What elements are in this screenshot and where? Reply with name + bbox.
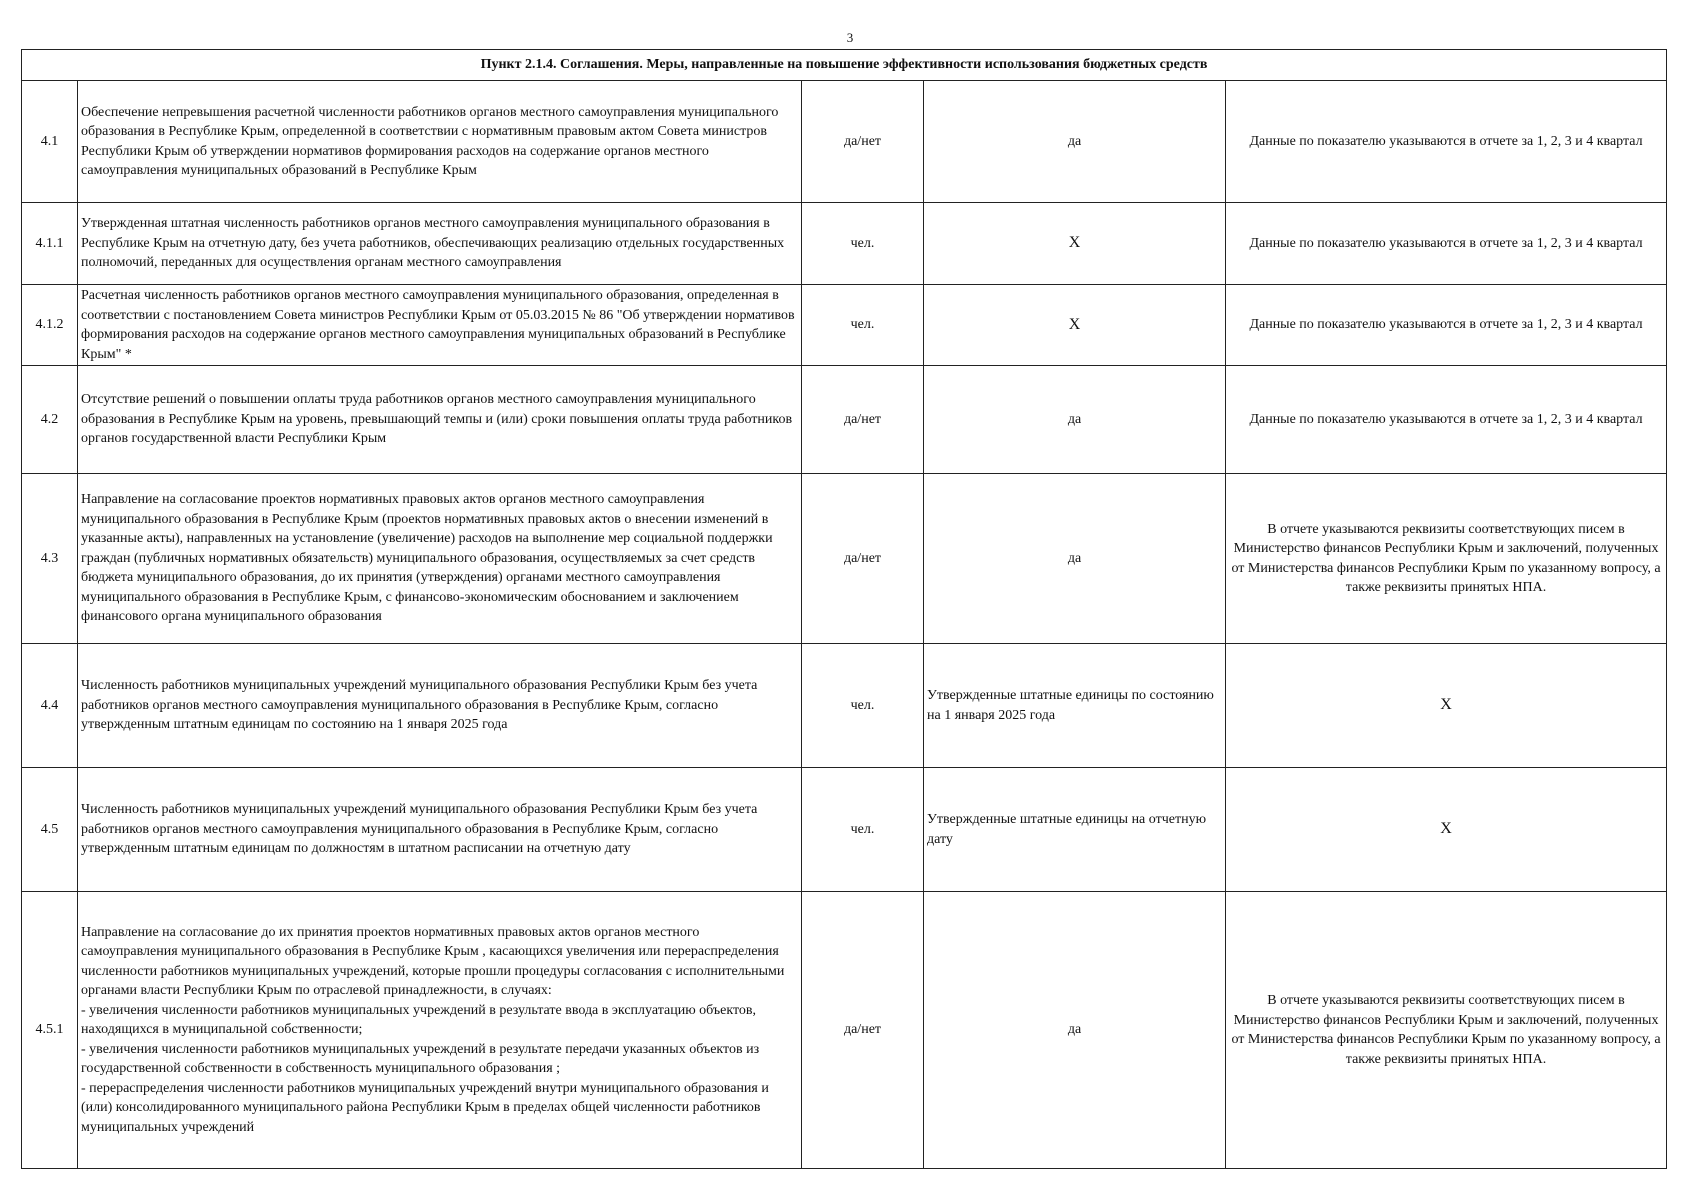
table-row xyxy=(22,892,1667,1169)
row-number: 4.3 xyxy=(22,474,78,644)
table-row xyxy=(22,768,1667,892)
row-note: В отчете указываются реквизиты соответствующих писем в Министерство финансов Республики Крым и заключений, полученных от Министерства финансов Республики Крым по указанному вопросу, а также реквизиты принятых НПА. xyxy=(1226,892,1667,1169)
table-row xyxy=(22,644,1667,768)
section-title: Пункт 2.1.4. Соглашения. Меры, направленные на повышение эффективности использования бюджетных средств xyxy=(22,50,1667,81)
table-row xyxy=(22,203,1667,285)
row-note: Данные по показателю указываются в отчете за 1, 2, 3 и 4 квартал xyxy=(1226,366,1667,474)
row-value: Утвержденные штатные единицы по состоянию на 1 января 2025 года xyxy=(924,644,1226,768)
row-unit: да/нет xyxy=(802,474,924,644)
section-header-row xyxy=(22,50,1667,81)
row-number: 4.2 xyxy=(22,366,78,474)
row-value: да xyxy=(924,366,1226,474)
row-number: 4.1 xyxy=(22,81,78,203)
table-row xyxy=(22,81,1667,203)
row-value: да xyxy=(924,474,1226,644)
row-number: 4.4 xyxy=(22,644,78,768)
row-value-x: Х xyxy=(1068,234,1081,252)
row-description: Направление на согласование проектов нормативных правовых актов органов местного самоуправления муниципального образования в Республике Крым (проектов нормативных правовых актов о внесении изменений в указанные акты), направленных на установление (увеличение) расходов на выполнение мер социальной поддержки граждан (публичных нормативных обязательств) муниципального образования, осуществляемых за счет средств бюджета муниципального образования, до их принятия (утверждения) органами местного самоуправления муниципального образования в Республике Крым, с финансово-экономическим обоснованием и заключением финансового органа муниципального образования xyxy=(78,474,802,644)
row-description: Численность работников муниципальных учреждений муниципального образования Республики Крым без учета работников органов местного самоуправления муниципального образования в Республике Крым, согласно утвержденным штатным единицам по должностям в штатном расписании на отчетную дату xyxy=(78,768,802,892)
table-row xyxy=(22,474,1667,644)
row-note: В отчете указываются реквизиты соответствующих писем в Министерство финансов Республики Крым и заключений, полученных от Министерства финансов Республики Крым по указанному вопросу, а также реквизиты принятых НПА. xyxy=(1226,474,1667,644)
row-unit: да/нет xyxy=(802,81,924,203)
row-value xyxy=(924,203,1226,285)
row-note: Данные по показателю указываются в отчете за 1, 2, 3 и 4 квартал xyxy=(1226,203,1667,285)
row-number: 4.5.1 xyxy=(22,892,78,1169)
row-number: 4.1.1 xyxy=(22,203,78,285)
table-row xyxy=(22,285,1667,366)
row-value xyxy=(924,285,1226,366)
row-number: 4.5 xyxy=(22,768,78,892)
row-number: 4.1.2 xyxy=(22,285,78,366)
row-unit: чел. xyxy=(802,285,924,366)
page-number: 3 xyxy=(846,30,854,45)
row-value: Утвержденные штатные единицы на отчетную дату xyxy=(924,768,1226,892)
row-note-x: Х xyxy=(1440,696,1452,714)
row-description: Направление на согласование до их принятия проектов нормативных правовых актов органов местного самоуправления муниципального образования в Республике Крым , касающихся увеличения или перераспределения численности работников муниципальных учреждений, которые прошли процедуры согласования с исполнительными органами власти Республики Крым по отраслевой принадлежности, в случаях: - увеличения численности работников муниципальных учреждений в результате ввода в эксплуатацию объектов, находящихся в муниципальной собственности; - увеличения численности работников муниципальных учреждений в результате передачи указанных объектов из государственной собственности в собственность муниципального образования ; - перераспределения численности работников муниципальных учреждений внутри муниципального образования и (или) консолидированного муниципального района Республики Крым в пределах общей численности работников муниципальных учреждений xyxy=(78,892,802,1169)
row-description: Утвержденная штатная численность работников органов местного самоуправления муниципального образования в Республике Крым на отчетную дату, без учета работников, обеспечивающих реализацию отдельных государственных полномочий, переданных для осуществления органам местного самоуправления xyxy=(78,203,802,285)
row-description: Отсутствие решений о повышении оплаты труда работников органов местного самоуправления муниципального образования в Республике Крым на уровень, превышающий темпы и (или) сроки повышения оплаты труда работников органов государственной власти Республики Крым xyxy=(78,366,802,474)
row-unit: чел. xyxy=(802,644,924,768)
row-note: Данные по показателю указываются в отчете за 1, 2, 3 и 4 квартал xyxy=(1226,285,1667,366)
row-note xyxy=(1226,768,1667,892)
row-description: Численность работников муниципальных учреждений муниципального образования Республики Крым без учета работников органов местного самоуправления муниципального образования в Республике Крым, согласно утвержденным штатным единицам по состоянию на 1 января 2025 года xyxy=(78,644,802,768)
indicators-table xyxy=(21,49,1667,1169)
row-value: да xyxy=(924,892,1226,1169)
table-row xyxy=(22,366,1667,474)
row-unit: чел. xyxy=(802,203,924,285)
row-value: да xyxy=(924,81,1226,203)
row-unit: чел. xyxy=(802,768,924,892)
row-value-x: Х xyxy=(1068,315,1081,333)
row-note-x: Х xyxy=(1440,820,1452,838)
row-description: Расчетная численность работников органов местного самоуправления муниципального образования, определенная в соответствии с постановлением Совета министров Республики Крым от 05.03.2015 № 86 "Об утверждении нормативов формирования расходов на содержание органов местного самоуправления муниципальных образований в Республике Крым" * xyxy=(78,285,802,366)
row-note: Данные по показателю указываются в отчете за 1, 2, 3 и 4 квартал xyxy=(1226,81,1667,203)
row-note xyxy=(1226,644,1667,768)
row-unit: да/нет xyxy=(802,892,924,1169)
row-unit: да/нет xyxy=(802,366,924,474)
row-description: Обеспечение непревышения расчетной численности работников органов местного самоуправления муниципального образования в Республике Крым, определенной в соответствии с нормативным правовым актом Совета министров Республики Крым об утверждении нормативов формирования расходов на содержание органов местного самоуправления муниципальных образований в Республике Крым xyxy=(78,81,802,203)
